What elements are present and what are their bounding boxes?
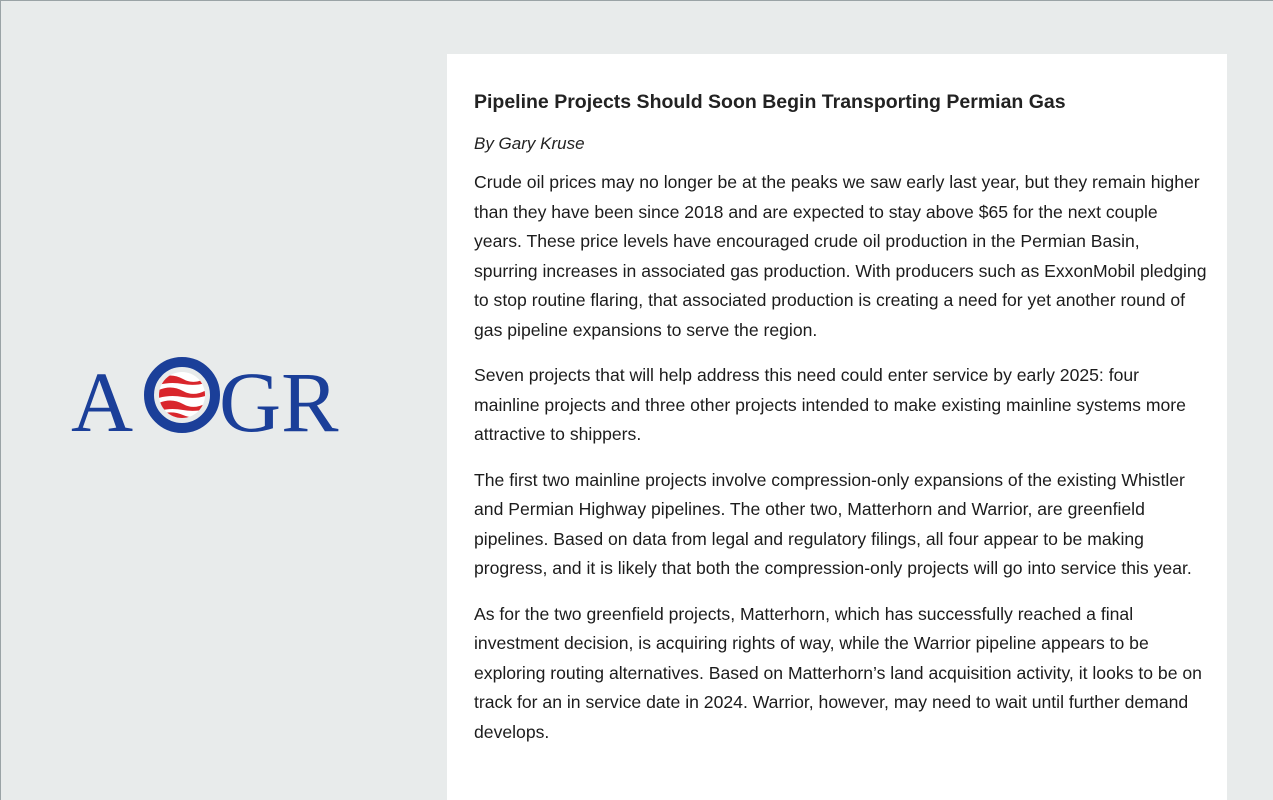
article-paragraph-1: Crude oil prices may no longer be at the peaks we saw early last year, but they remain higher than they have been since 2018 and are expected to stay above $65 for the next couple years. These price levels have encouraged crude oil production in the Permian Basin, spurring increases in associated gas production. With producers such as ExxonMobil pledging to stop routine flaring, that associated production is creating a need for yet another round of gas pipeline expansions to serve the region. — [474, 172, 1207, 340]
article-paragraph-4: As for the two greenfield projects, Matterhorn, which has successfully reached a final investment decision, is acquiring rights of way, while the Warrior pipeline appears to be exploring routing alternatives. Based on Matterhorn’s land acquisition activity, it looks to be on track for an in service date in 2024. Warrior, however, may need to wait until further demand develops. — [474, 603, 1202, 742]
article-byline: By Gary Kruse — [474, 134, 585, 153]
logo-letters-gr: GR — [219, 354, 339, 437]
logo-letter-a: A — [71, 354, 134, 437]
aogr-logo — [71, 353, 371, 437]
article-title: Pipeline Projects Should Soon Begin Transporting Permian Gas — [474, 91, 1066, 113]
article-paragraph-3: The first two mainline projects involve compression-only expansions of the existing Whistler and Permian Highway pipelines. The other two, Matterhorn and Warrior, are greenfield pipelines. Based on data from legal and regulatory filings, all four appear to be making progress, and it is likely that both the compression-only projects will go into service this year. — [474, 469, 1192, 578]
aogr-logo-graphic — [71, 353, 371, 437]
article-paragraph-2: Seven projects that will help address this need could enter service by early 2025: four mainline projects and three other projects intended to make existing mainline systems more attractive to shippers. — [474, 365, 1186, 444]
article-card — [447, 54, 1227, 800]
